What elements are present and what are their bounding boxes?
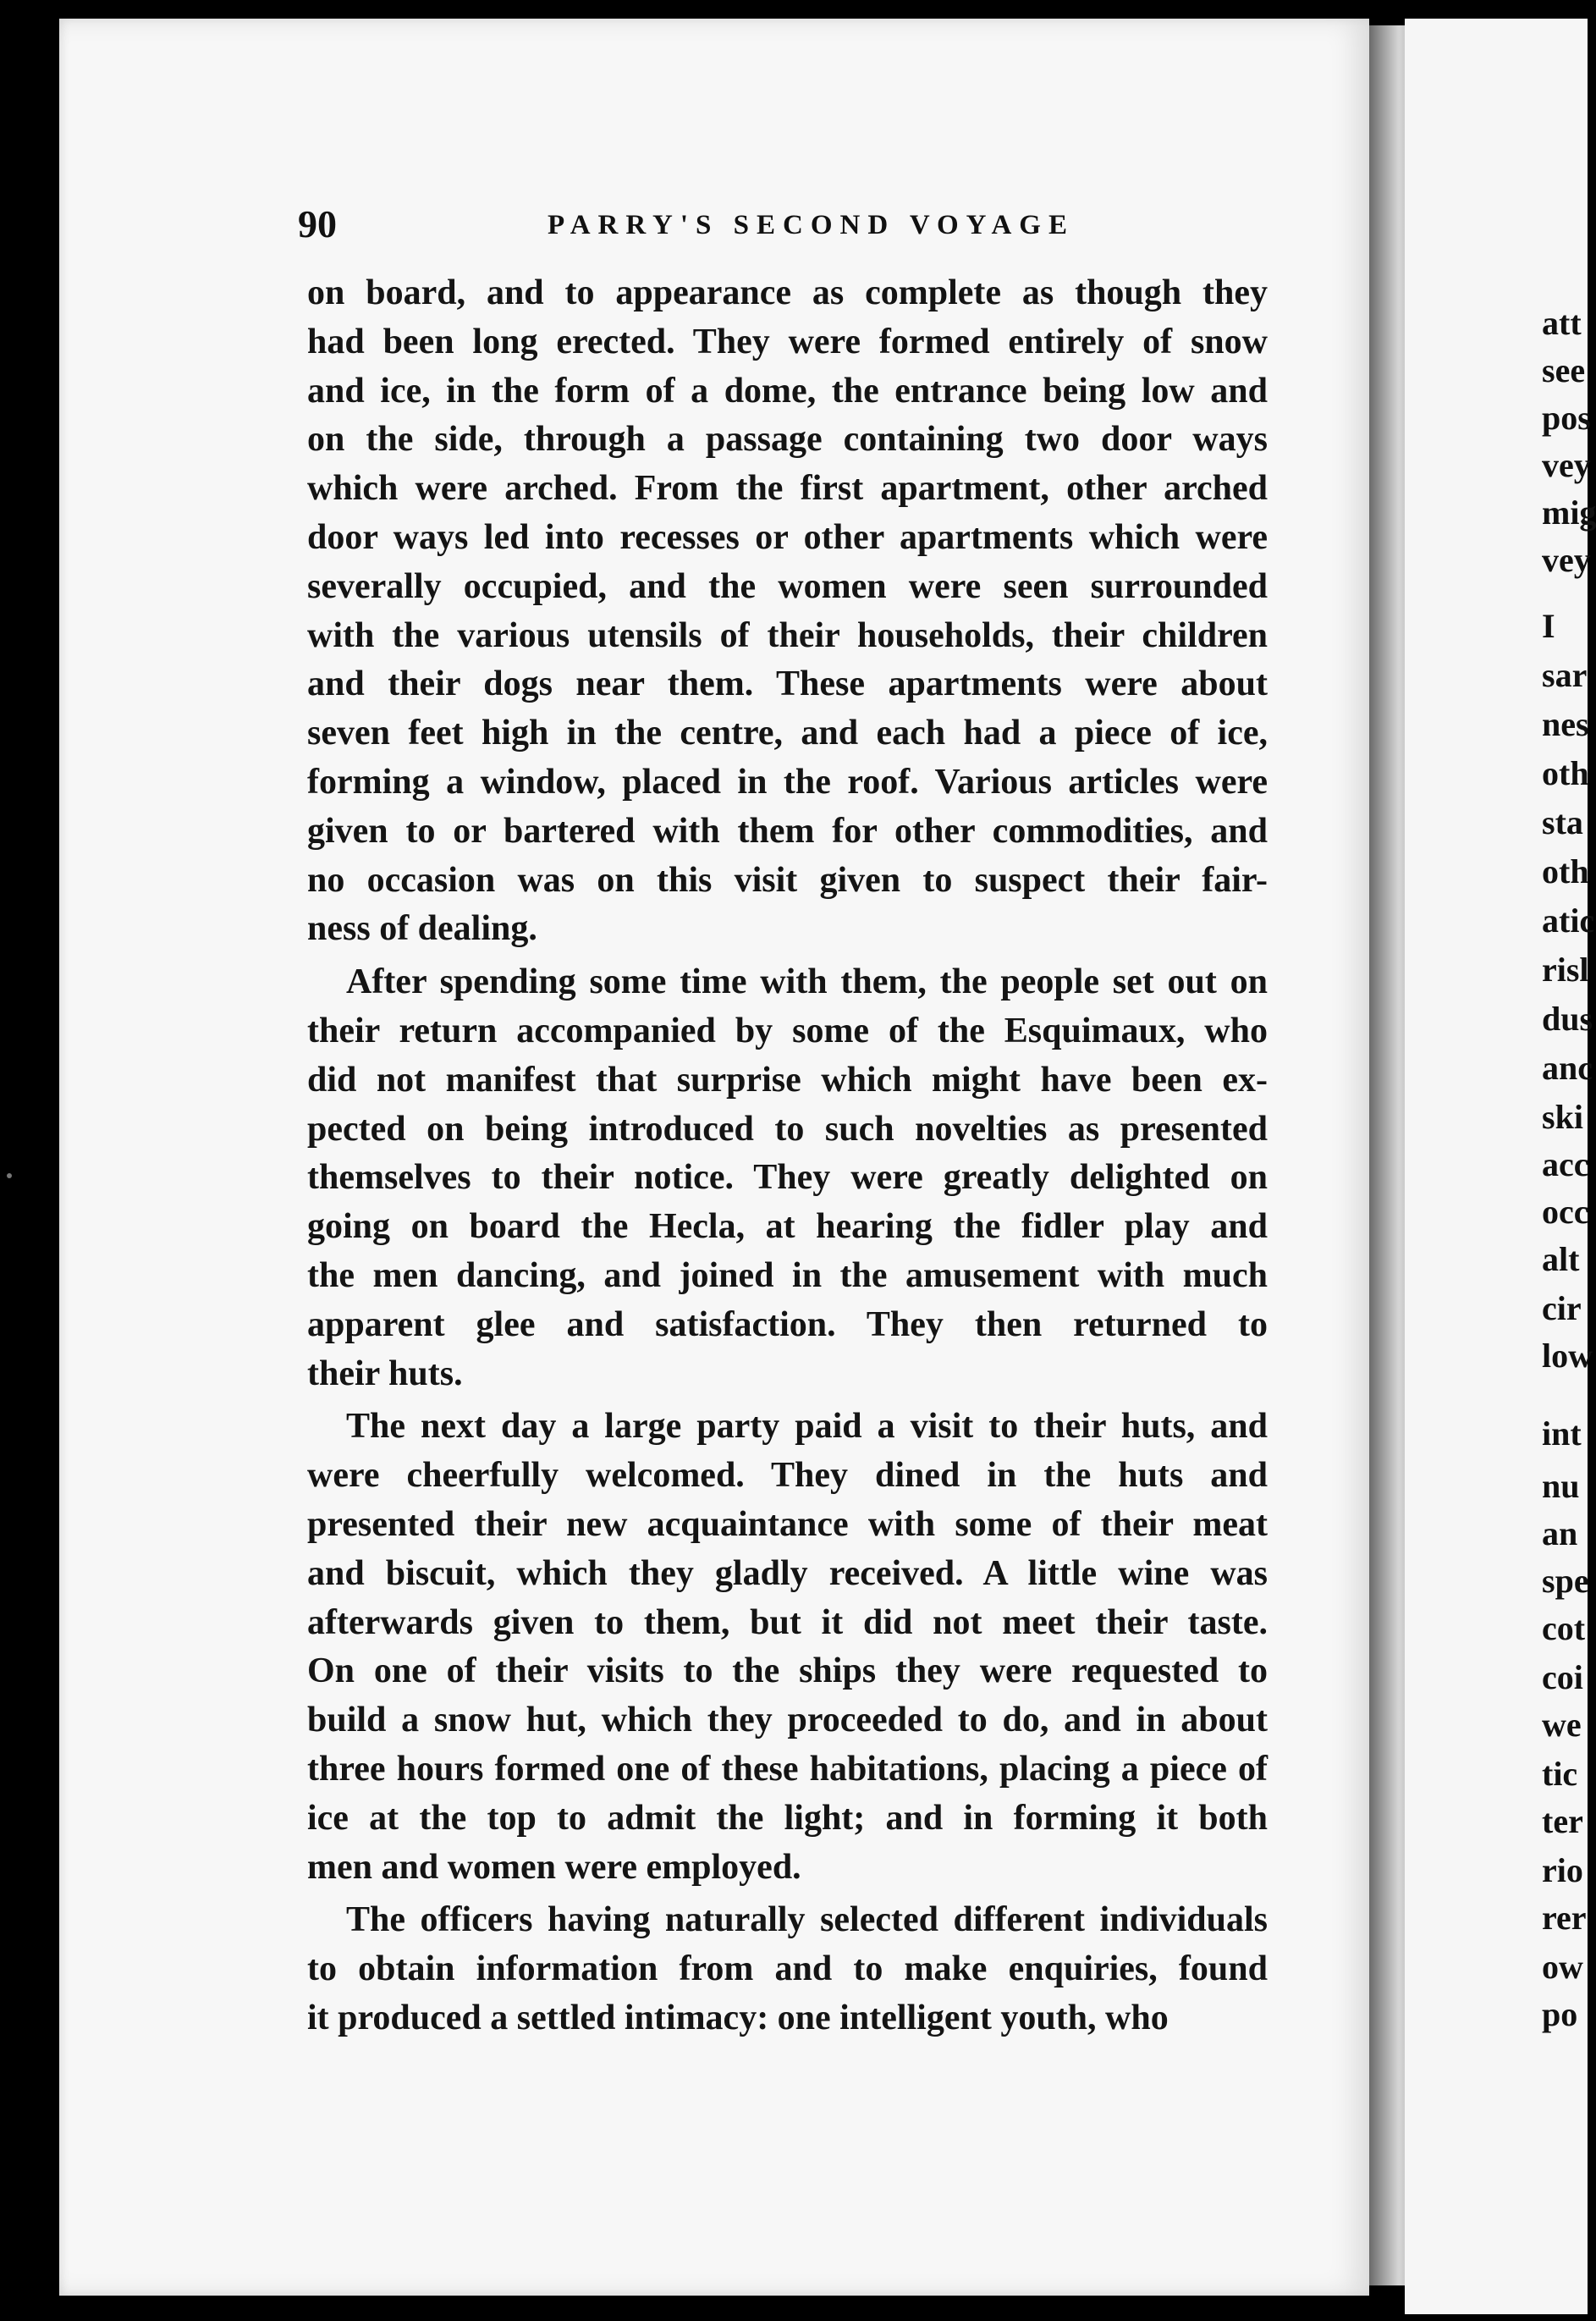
text-line: The next day a large party paid a visit to their huts, and [346, 1407, 1268, 1447]
page-header [298, 201, 1280, 252]
paragraph [307, 958, 1268, 1398]
text-line: themselves to their notice. They were greatly delighted on [307, 1158, 1268, 1198]
text-line: and ice, in the form of a dome, the entrance being low and [307, 371, 1268, 411]
facing-page-fragment: nes [1542, 705, 1589, 743]
facing-page-fragment: ski [1542, 1098, 1583, 1136]
facing-page-fragment: see [1542, 351, 1586, 389]
facing-page-fragment: cir [1542, 1289, 1582, 1327]
facing-page-fragment: oth [1542, 852, 1589, 890]
facing-page-fragment: risl [1542, 951, 1589, 989]
text-line: no occasion was on this visit given to suspect their fair- [307, 860, 1268, 900]
text-line: On one of their visits to the ships they were requested to [307, 1651, 1268, 1691]
facing-page-fragment: tic [1542, 1755, 1578, 1793]
text-line: severally occupied, and the women were seen surrounded [307, 566, 1268, 606]
facing-page-fragment: cot [1542, 1609, 1586, 1647]
text-line: going on board the Hecla, at hearing the fidler play and [307, 1207, 1268, 1247]
text-line: three hours formed one of these habitations, placing a piece of [307, 1749, 1268, 1789]
text-line: and their dogs near them. These apartments were about [307, 664, 1268, 704]
facing-page-fragment: anc [1542, 1049, 1593, 1087]
text-line: afterwards given to them, but it did not meet their taste. [307, 1602, 1268, 1642]
text-line: were cheerfully welcomed. They dined in the huts and [307, 1456, 1268, 1496]
facing-page-fragment: we [1542, 1706, 1582, 1744]
facing-page-fragment: ow [1542, 1948, 1583, 1986]
paragraph [307, 1403, 1268, 1892]
facing-page-fragment: sar [1542, 656, 1588, 694]
text-line: ice at the top to admit the light; and in forming it both [307, 1798, 1268, 1838]
body-text [307, 269, 1268, 2043]
facing-page-fragment: nu [1542, 1467, 1580, 1505]
text-line: presented their new acquaintance with some of their meat [307, 1504, 1268, 1544]
facing-page-fragment: rer [1542, 1899, 1587, 1937]
paragraph [307, 269, 1268, 954]
text-line: men and women were employed. [307, 1847, 801, 1887]
text-line: it produced a settled intimacy: one intelligent youth, who [307, 1998, 1169, 2037]
facing-page-fragment: sta [1542, 803, 1583, 841]
facing-page-fragment: spe [1542, 1562, 1589, 1600]
text-line: had been long erected. They were formed entirely of snow [307, 322, 1268, 361]
text-line: their return accompanied by some of the Esquimaux, who [307, 1011, 1268, 1050]
facing-page-fragment: ter [1542, 1802, 1583, 1840]
facing-page-fragment: occ [1542, 1193, 1589, 1231]
facing-page-fragment: vey [1542, 541, 1591, 579]
facing-page-fragment: pos [1542, 399, 1591, 437]
facing-page-fragment: vey [1542, 446, 1591, 484]
facing-page-fragment: I [1542, 607, 1555, 645]
facing-page-fragment: att [1542, 304, 1582, 342]
text-line: which were arched. From the first apartment, other arched [307, 469, 1268, 509]
text-line: forming a window, placed in the roof. Various articles were [307, 762, 1268, 802]
text-line: to obtain information from and to make enquiries, found [307, 1949, 1268, 1989]
running-head: PARRY'S SECOND VOYAGE [548, 210, 1075, 240]
text-line: door ways led into recesses or other apartments which were [307, 517, 1268, 557]
text-line: seven feet high in the centre, and each had a piece of ice, [307, 714, 1268, 753]
text-line: apparent glee and satisfaction. They then returned to [307, 1304, 1268, 1344]
text-line: and biscuit, which they gladly received. A little wine was [307, 1553, 1268, 1593]
facing-page-fragment: coi [1542, 1658, 1583, 1696]
facing-page [1405, 19, 1596, 2314]
margin-speck [7, 1173, 12, 1178]
facing-page-fragment: an [1542, 1514, 1578, 1552]
text-line: did not manifest that surprise which might have been ex- [307, 1060, 1268, 1100]
text-line: given to or bartered with them for other commodities, and [307, 811, 1268, 851]
text-line: with the various utensils of their households, their children [307, 615, 1268, 655]
text-line: ness of dealing. [307, 909, 537, 949]
page-number: 90 [298, 202, 337, 245]
facing-page-fragment: low [1542, 1337, 1593, 1375]
facing-page-fragment: mig [1542, 493, 1596, 532]
text-line: their huts. [307, 1353, 463, 1393]
paragraph [307, 1896, 1268, 2043]
facing-page-fragment: acc [1542, 1145, 1589, 1183]
facing-page-fragment: atic [1542, 901, 1595, 940]
text-line: pected on being introduced to such novelties as presented [307, 1109, 1268, 1149]
facing-page-fragment: alt [1542, 1240, 1580, 1278]
facing-page-fragment: rio [1542, 1851, 1583, 1889]
text-line: on the side, through a passage containing two door ways [307, 420, 1268, 460]
facing-page-fragment: dus [1542, 1000, 1593, 1038]
facing-page-fragment: int [1542, 1414, 1582, 1453]
text-line: After spending some time with them, the people set out on [346, 962, 1268, 1002]
text-line: build a snow hut, which they proceeded to do, and in about [307, 1701, 1268, 1740]
facing-page-fragment: po [1542, 1995, 1578, 2033]
text-line: The officers having naturally selected different individuals [346, 1900, 1268, 1940]
text-line: the men dancing, and joined in the amusement with much [307, 1255, 1268, 1295]
facing-page-fragment: oth [1542, 754, 1589, 792]
text-line: on board, and to appearance as complete as though they [307, 273, 1268, 312]
